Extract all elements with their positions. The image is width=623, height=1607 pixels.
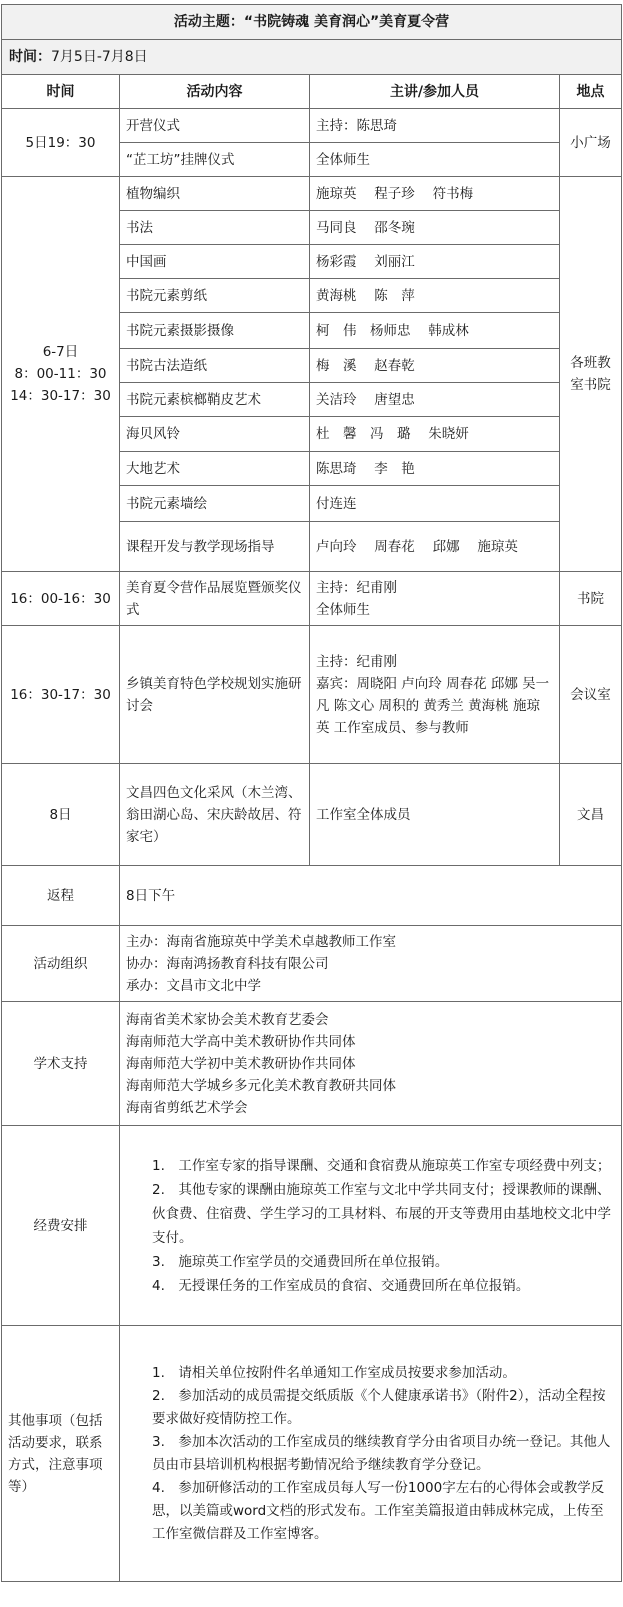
funding-list: [120, 1126, 622, 1326]
people-line: 嘉宾：周晓阳 卢向玲 周春花 邱娜 吴一凡 陈文心 周积的 黄秀兰 黄海桃 施琼英 工作室成员、参与教师: [316, 675, 550, 736]
funding-item: 2. 其他专家的课酬由施琼英工作室与文北中学共同支付；授课教师的课酬、伙食费、住宿费、学生学习的工具材料、布展的开支等费用由基地校文北中学支付。: [152, 1181, 611, 1246]
people-cell: 陈思琦 李 艳: [310, 452, 560, 486]
block5-time: 8日: [2, 764, 120, 866]
block3-place: 书院: [560, 572, 622, 626]
academic-lines: [120, 1002, 622, 1126]
other-item: 4. 参加研修活动的工作室成员每人写一份1000字左右的心得体会或教学反思，以美篇或word文档的形式发布。工作室美篇报道由韩成林完成，上传至工作室微信群及工作室博客。: [152, 1479, 605, 1542]
people-cell: 柯 伟 杨师忠 韩成林: [310, 313, 560, 349]
block2-time-line: 6-7日: [42, 344, 79, 360]
activity-cell: 课程开发与教学现场指导: [120, 522, 310, 572]
return-label: 返程: [2, 866, 120, 926]
table-row: [2, 572, 622, 626]
activity-cell: 书法: [120, 211, 310, 245]
academic-line: 海南省美术家协会美术教育艺委会: [126, 1011, 329, 1028]
people-cell: 全体师生: [310, 143, 560, 177]
org-line: 主办：海南省施琼英中学美术卓越教师工作室: [126, 933, 396, 950]
people-cell: 付连连: [310, 486, 560, 522]
activity-cell: 书院古法造纸: [120, 349, 310, 383]
table-row: [2, 1126, 622, 1326]
block1-time: 5日19：30: [2, 109, 120, 177]
other-item: 3. 参加本次活动的工作室成员的继续教育学分由省项目办统一登记。其他人员由市县培训机构根据考勤情况给予继续教育学分登记。: [152, 1433, 611, 1473]
people-cell: 黄海桃 陈 萍: [310, 279, 560, 313]
people-line: 主持：纪甫刚: [316, 579, 397, 596]
block1-place: 小广场: [560, 109, 622, 177]
other-item: 1. 请相关单位按附件名单通知工作室成员按要求参加活动。: [152, 1364, 516, 1381]
activity-cell: 书院元素剪纸: [120, 279, 310, 313]
people-cell: 梅 溪 赵春乾: [310, 349, 560, 383]
activity-cell: 海贝风铃: [120, 417, 310, 452]
block2-time-line: 14：30-17：30: [10, 388, 111, 404]
table-row: [2, 626, 622, 764]
table-row: [2, 926, 622, 1002]
activity-cell: 书院元素槟榔鞘皮艺术: [120, 383, 310, 417]
header-content: 活动内容: [120, 75, 310, 109]
period-label: 时间：: [9, 49, 51, 65]
return-value: 8日下午: [120, 866, 622, 926]
activity-cell: 美育夏令营作品展览暨颁奖仪式: [120, 572, 310, 626]
people-cell: 关洁玲 唐望忠: [310, 383, 560, 417]
academic-line: 海南师范大学高中美术教研协作共同体: [126, 1033, 356, 1050]
people-line: 全体师生: [316, 601, 370, 618]
people-cell: [310, 572, 560, 626]
people-cell: 施琼英 程子珍 符书梅: [310, 177, 560, 211]
block2-place: 各班教室书院: [560, 177, 622, 572]
people-cell: 马同良 邵冬琬: [310, 211, 560, 245]
people-line: 主持：纪甫刚: [316, 653, 397, 670]
block3-time: 16：00-16：30: [2, 572, 120, 626]
period-row: [2, 40, 622, 75]
other-list: [120, 1326, 622, 1582]
activity-cell: 植物编织: [120, 177, 310, 211]
block2-time: [2, 177, 120, 572]
people-cell: [310, 626, 560, 764]
academic-line: 海南省剪纸艺术学会: [126, 1099, 248, 1116]
activity-cell: 开营仪式: [120, 109, 310, 143]
other-item: 2. 参加活动的成员需提交纸质版《个人健康承诺书》（附件2），活动全程按要求做好疫情防控工作。: [152, 1387, 606, 1427]
org-line: 协办：海南鸿扬教育科技有限公司: [126, 955, 329, 972]
people-cell: 工作室全体成员: [310, 764, 560, 866]
block4-place: 会议室: [560, 626, 622, 764]
academic-line: 海南师范大学初中美术教研协作共同体: [126, 1055, 356, 1072]
period-value: 7月5日-7月8日: [51, 49, 148, 65]
activity-cell: 大地艺术: [120, 452, 310, 486]
table-row: [2, 764, 622, 866]
activity-cell: 书院元素墙绘: [120, 486, 310, 522]
table-row: [2, 1326, 622, 1582]
table-row: [2, 866, 622, 926]
org-lines: [120, 926, 622, 1002]
block4-time: 16：30-17：30: [2, 626, 120, 764]
people-cell: 杨彩霞 刘丽江: [310, 245, 560, 279]
table-row: [2, 109, 622, 143]
header-people: 主讲/参加人员: [310, 75, 560, 109]
header-time: 时间: [2, 75, 120, 109]
people-cell: 主持：陈思琦: [310, 109, 560, 143]
org-label: 活动组织: [2, 926, 120, 1002]
funding-item: 3. 施琼英工作室学员的交通费回所在单位报销。: [152, 1253, 449, 1270]
funding-label: 经费安排: [2, 1126, 120, 1326]
funding-item: 4. 无授课任务的工作室成员的食宿、交通费回所在单位报销。: [152, 1277, 530, 1294]
activity-cell: 乡镇美育特色学校规划实施研讨会: [120, 626, 310, 764]
table-row: [2, 1002, 622, 1126]
funding-item: 1. 工作室专家的指导课酬、交通和食宿费从施琼英工作室专项经费中列支；: [152, 1157, 611, 1174]
header-place: 地点: [560, 75, 622, 109]
academic-label: 学术支持: [2, 1002, 120, 1126]
activity-cell: 书院元素摄影摄像: [120, 313, 310, 349]
activity-cell: “芷工坊”挂牌仪式: [120, 143, 310, 177]
academic-line: 海南师范大学城乡多元化美术教育教研共同体: [126, 1077, 396, 1094]
header-row: [2, 75, 622, 109]
people-cell: 卢向玲 周春花 邱娜 施琼英: [310, 522, 560, 572]
people-cell: 杜 馨 冯 璐 朱晓妍: [310, 417, 560, 452]
org-line: 承办：文昌市文北中学: [126, 977, 261, 994]
title-row: [2, 5, 622, 40]
other-label: 其他事项（包括活动要求，联系方式，注意事项等）: [2, 1326, 120, 1582]
activity-cell: 中国画: [120, 245, 310, 279]
page-title: 活动主题：“书院铸魂 美育润心”美育夏令营: [2, 5, 622, 40]
block2-time-line: 8：00-11：30: [14, 366, 107, 382]
table-row: [2, 177, 622, 211]
activity-cell: 文昌四色文化采风（木兰湾、翁田湖心岛、宋庆龄故居、符家宅）: [120, 764, 310, 866]
block5-place: 文昌: [560, 764, 622, 866]
schedule-table: [1, 4, 622, 1582]
